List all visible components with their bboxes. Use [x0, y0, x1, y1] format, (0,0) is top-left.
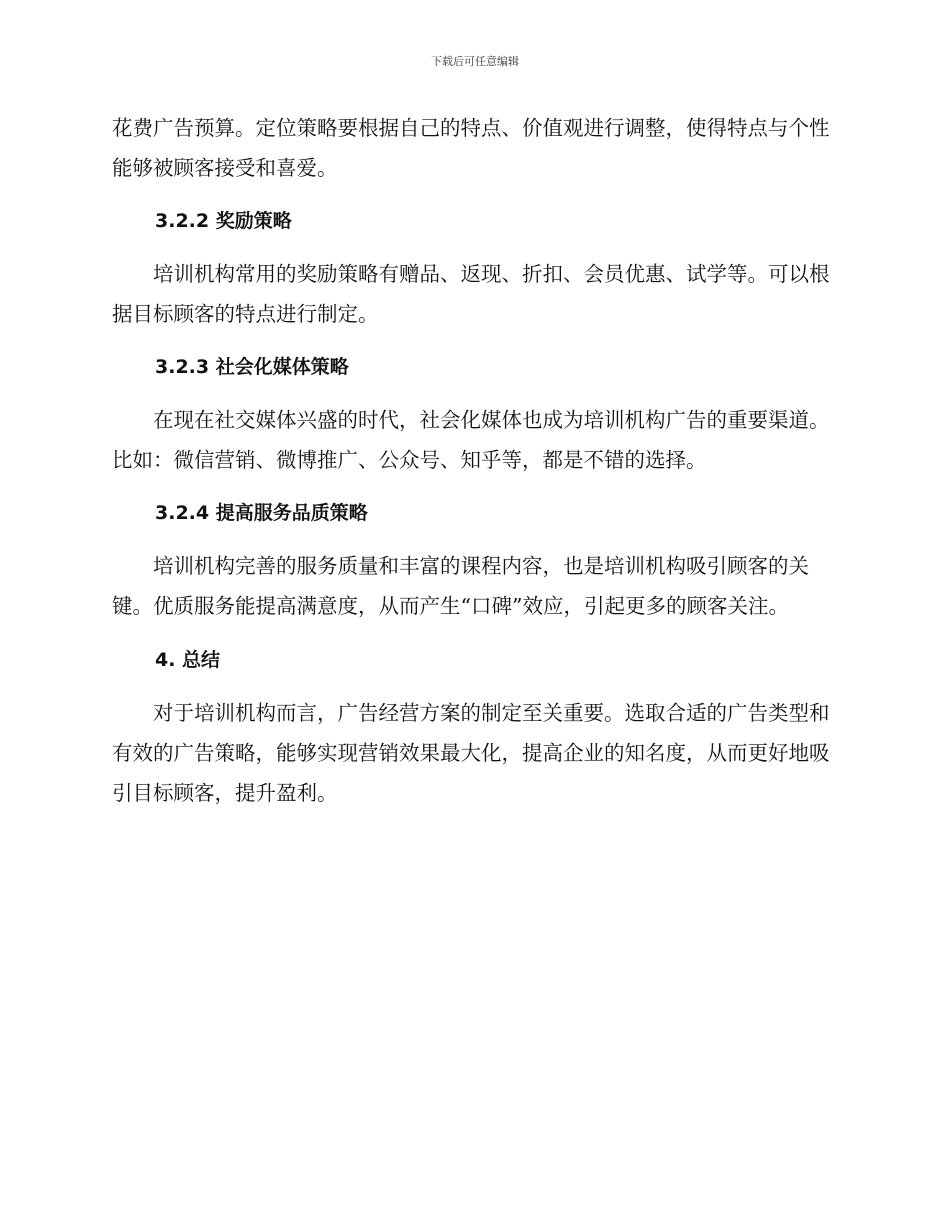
section-heading-social-media-strategy: 3.2.3 社会化媒体策略 — [155, 356, 349, 378]
section-heading-service-quality-strategy: 3.2.4 提高服务品质策略 — [155, 502, 368, 524]
paragraph-social-media-strategy: 在现在社交媒体兴盛的时代，社会化媒体也成为培训机构广告的重要渠道。比如：微信营销、微博推广、公众号、知乎等，都是不错的选择。 — [112, 408, 830, 472]
paragraph-summary: 对于培训机构而言，广告经营方案的制定至关重要。选取合适的广告类型和有效的广告策略，能够实现营销效果最大化，提高企业的知名度，从而更好地吸引目标顾客，提升盈利。 — [112, 701, 830, 805]
paragraph-reward-strategy: 培训机构常用的奖励策略有赠品、返现、折扣、会员优惠、试学等。可以根据目标顾客的特点进行制定。 — [112, 262, 830, 326]
document-body — [112, 108, 832, 813]
section-heading-reward-strategy: 3.2.2 奖励策略 — [155, 210, 292, 232]
page-header: 下载后可任意编辑 — [431, 55, 519, 68]
section-heading-summary: 4. 总结 — [155, 649, 221, 671]
paragraph-positioning-continued: 花费广告预算。定位策略要根据自己的特点、价值观进行调整，使得特点与个性能够被顾客接受和喜爱。 — [112, 116, 830, 180]
paragraph-service-quality-strategy: 培训机构完善的服务质量和丰富的课程内容，也是培训机构吸引顾客的关键。优质服务能提高满意度，从而产生“口碑”效应，引起更多的顾客关注。 — [112, 554, 809, 618]
